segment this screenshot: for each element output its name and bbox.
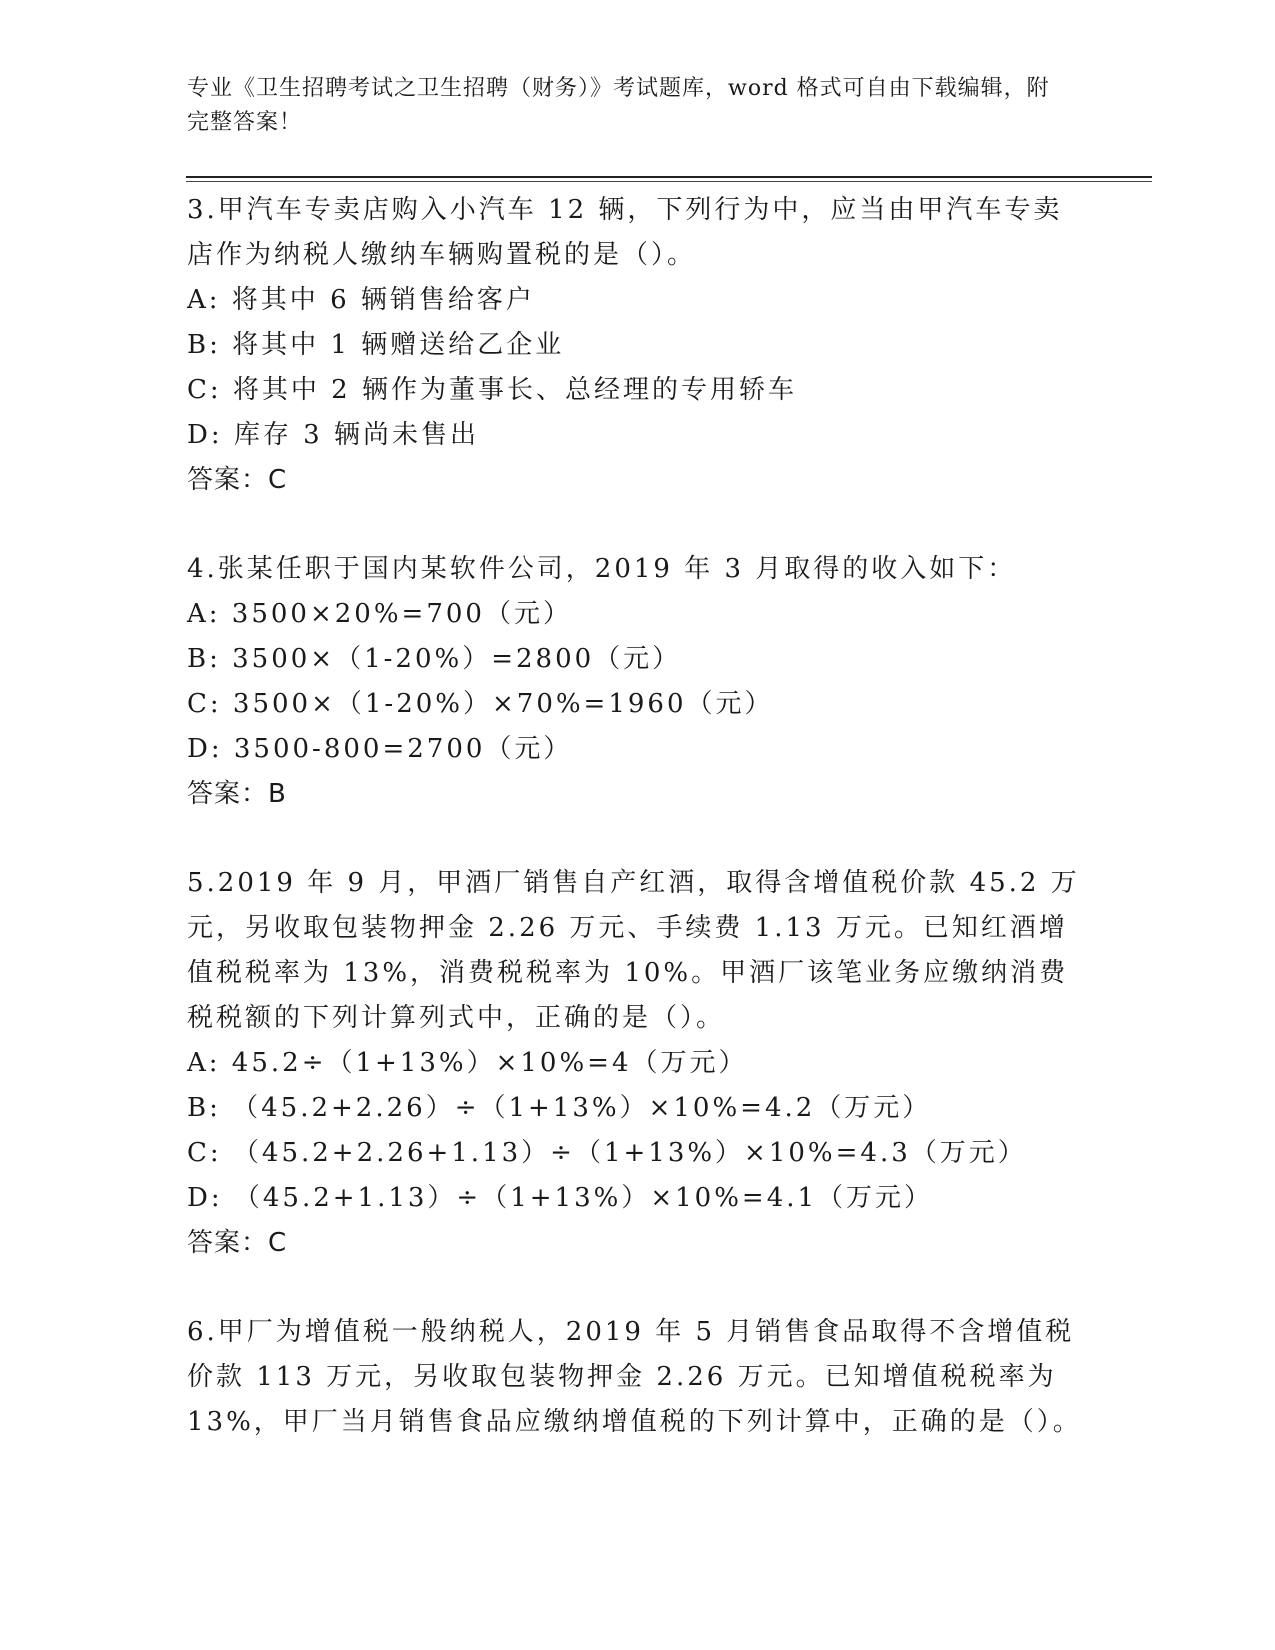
answer: 答案：C — [187, 465, 288, 495]
option-d: D: 3500-800=2700（元） — [187, 734, 573, 764]
question-5 — [187, 861, 1087, 1266]
option-c: C: 将其中 2 辆作为董事长、总经理的专用轿车 — [187, 375, 797, 405]
answer: 答案：B — [187, 779, 287, 809]
question-6 — [187, 1310, 1087, 1445]
option-b: B: 将其中 1 辆赠送给乙企业 — [187, 330, 565, 360]
question-4 — [187, 547, 1087, 817]
option-d: D: （45.2+1.13）÷（1+13%）×10%=4.1（万元） — [187, 1183, 934, 1213]
question-text: 4.张某任职于国内某软件公司，2019 年 3 月取得的收入如下： — [187, 554, 1017, 584]
option-c: C: （45.2+2.26+1.13）÷（1+13%）×10%=4.3（万元） — [187, 1138, 1027, 1168]
option-b: B: （45.2+2.26）÷（1+13%）×10%=4.2（万元） — [187, 1093, 932, 1123]
question-text: 3.甲汽车专卖店购入小汽车 12 辆，下列行为中，应当由甲汽车专卖店作为纳税人缴纳车辆购置税的是（）。 — [187, 195, 1063, 270]
question-list — [187, 188, 1087, 1445]
question-text: 5.2019 年 9 月，甲酒厂销售自产红酒，取得含增值税价款 45.2 万元，另收取包装物押金 2.26 万元、手续费 1.13 万元。已知红酒增值税税率为 13%，消费税税率为 10%。甲酒厂该笔业务应缴纳消费税税额的下列计算列式中，正确的是（）。 — [187, 868, 1080, 1033]
option-c: C: 3500×（1-20%）×70%=1960（元） — [187, 689, 774, 719]
question-3 — [187, 188, 1087, 503]
option-a: A: 3500×20%=700（元） — [187, 599, 572, 629]
question-text: 6.甲厂为增值税一般纳税人，2019 年 5 月销售食品取得不含增值税价款 113 万元，另收取包装物押金 2.26 万元。已知增值税税率为 13%，甲厂当月销售食品应缴纳增值税的下列计算中，正确的是（）。 — [187, 1317, 1082, 1437]
header-rule-thin — [186, 181, 1152, 182]
option-b: B: 3500×（1-20%）=2800（元） — [187, 644, 682, 674]
option-a: A: 45.2÷（1+13%）×10%=4（万元） — [187, 1048, 748, 1078]
header-rule-thick — [186, 176, 1152, 178]
option-a: A: 将其中 6 辆销售给客户 — [187, 285, 535, 315]
option-d: D: 库存 3 辆尚未售出 — [187, 420, 479, 450]
answer: 答案：C — [187, 1228, 288, 1258]
document-header: 专业《卫生招聘考试之卫生招聘（财务）》考试题库，word 格式可自由下载编辑，附完整答案！ — [187, 76, 1050, 135]
